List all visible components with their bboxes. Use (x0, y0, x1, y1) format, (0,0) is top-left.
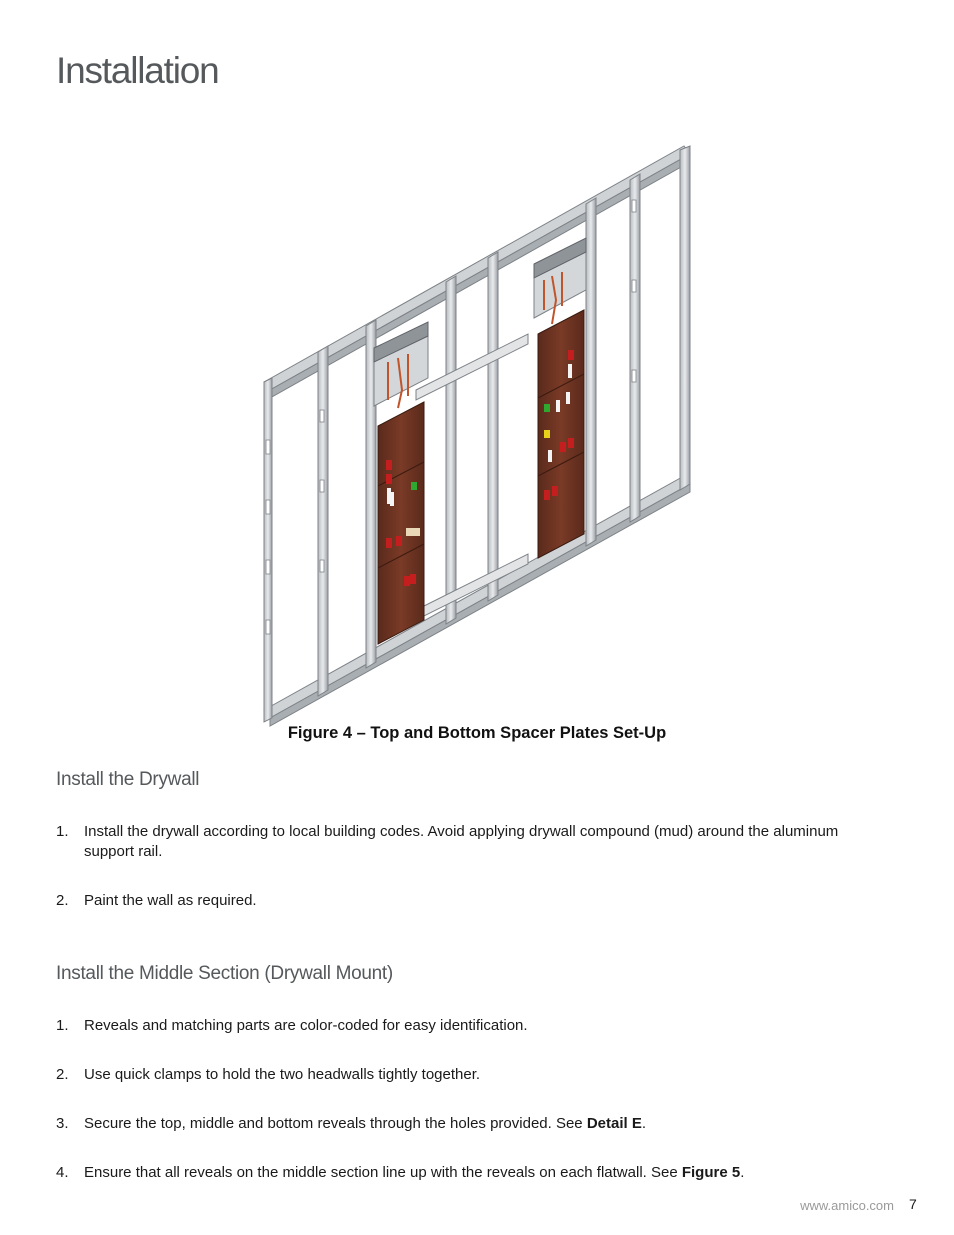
figure-4-wall-frame-illustration (256, 140, 706, 730)
wall-frame-drawing (256, 140, 706, 730)
step-text-end: . (740, 1164, 745, 1181)
step-text: Install the drywall according to local building codes. Avoid applying drywall compound (mud) around the aluminum support rail. (84, 823, 839, 860)
detail-e-reference: Detail E (586, 1115, 642, 1132)
figure-caption: Figure 4 – Top and Bottom Spacer Plates Set-Up (287, 724, 667, 742)
step-number: 1. (56, 823, 69, 840)
step-number: 4. (56, 1164, 69, 1181)
metal-studs (264, 146, 690, 722)
list-item (56, 1065, 856, 1085)
step-text: Ensure that all reveals on the middle section line up with the reveals on each flatwall. See (84, 1164, 682, 1181)
step-text: Reveals and matching parts are color-coded for easy identification. (84, 1017, 528, 1034)
drywall-steps-list (56, 822, 856, 911)
middle-section-steps-list (56, 1016, 856, 1183)
page-number: 7 (909, 1196, 917, 1212)
list-item (56, 891, 856, 911)
list-item (56, 1114, 856, 1134)
right-headwall-panel (534, 238, 586, 558)
section-heading-install-middle-section: Install the Middle Section (Drywall Mount) (56, 963, 393, 984)
step-number: 2. (56, 1066, 69, 1083)
list-item (56, 822, 856, 862)
step-number: 1. (56, 1017, 69, 1034)
list-item (56, 1163, 856, 1183)
page-title: Installation (56, 50, 219, 91)
step-text: Secure the top, middle and bottom reveals through the holes provided. See (84, 1115, 587, 1132)
step-number: 3. (56, 1115, 69, 1132)
section-heading-install-drywall: Install the Drywall (56, 769, 200, 790)
step-text: Use quick clamps to hold the two headwalls tightly together. (84, 1066, 481, 1083)
left-headwall-panel (374, 322, 428, 644)
figure-5-reference: Figure 5 (681, 1164, 741, 1181)
footer-website-link[interactable]: www.amico.com (800, 1198, 894, 1213)
step-text: Paint the wall as required. (84, 892, 257, 909)
step-text-end: . (641, 1115, 647, 1132)
list-item (56, 1016, 856, 1036)
step-number: 2. (56, 892, 69, 909)
